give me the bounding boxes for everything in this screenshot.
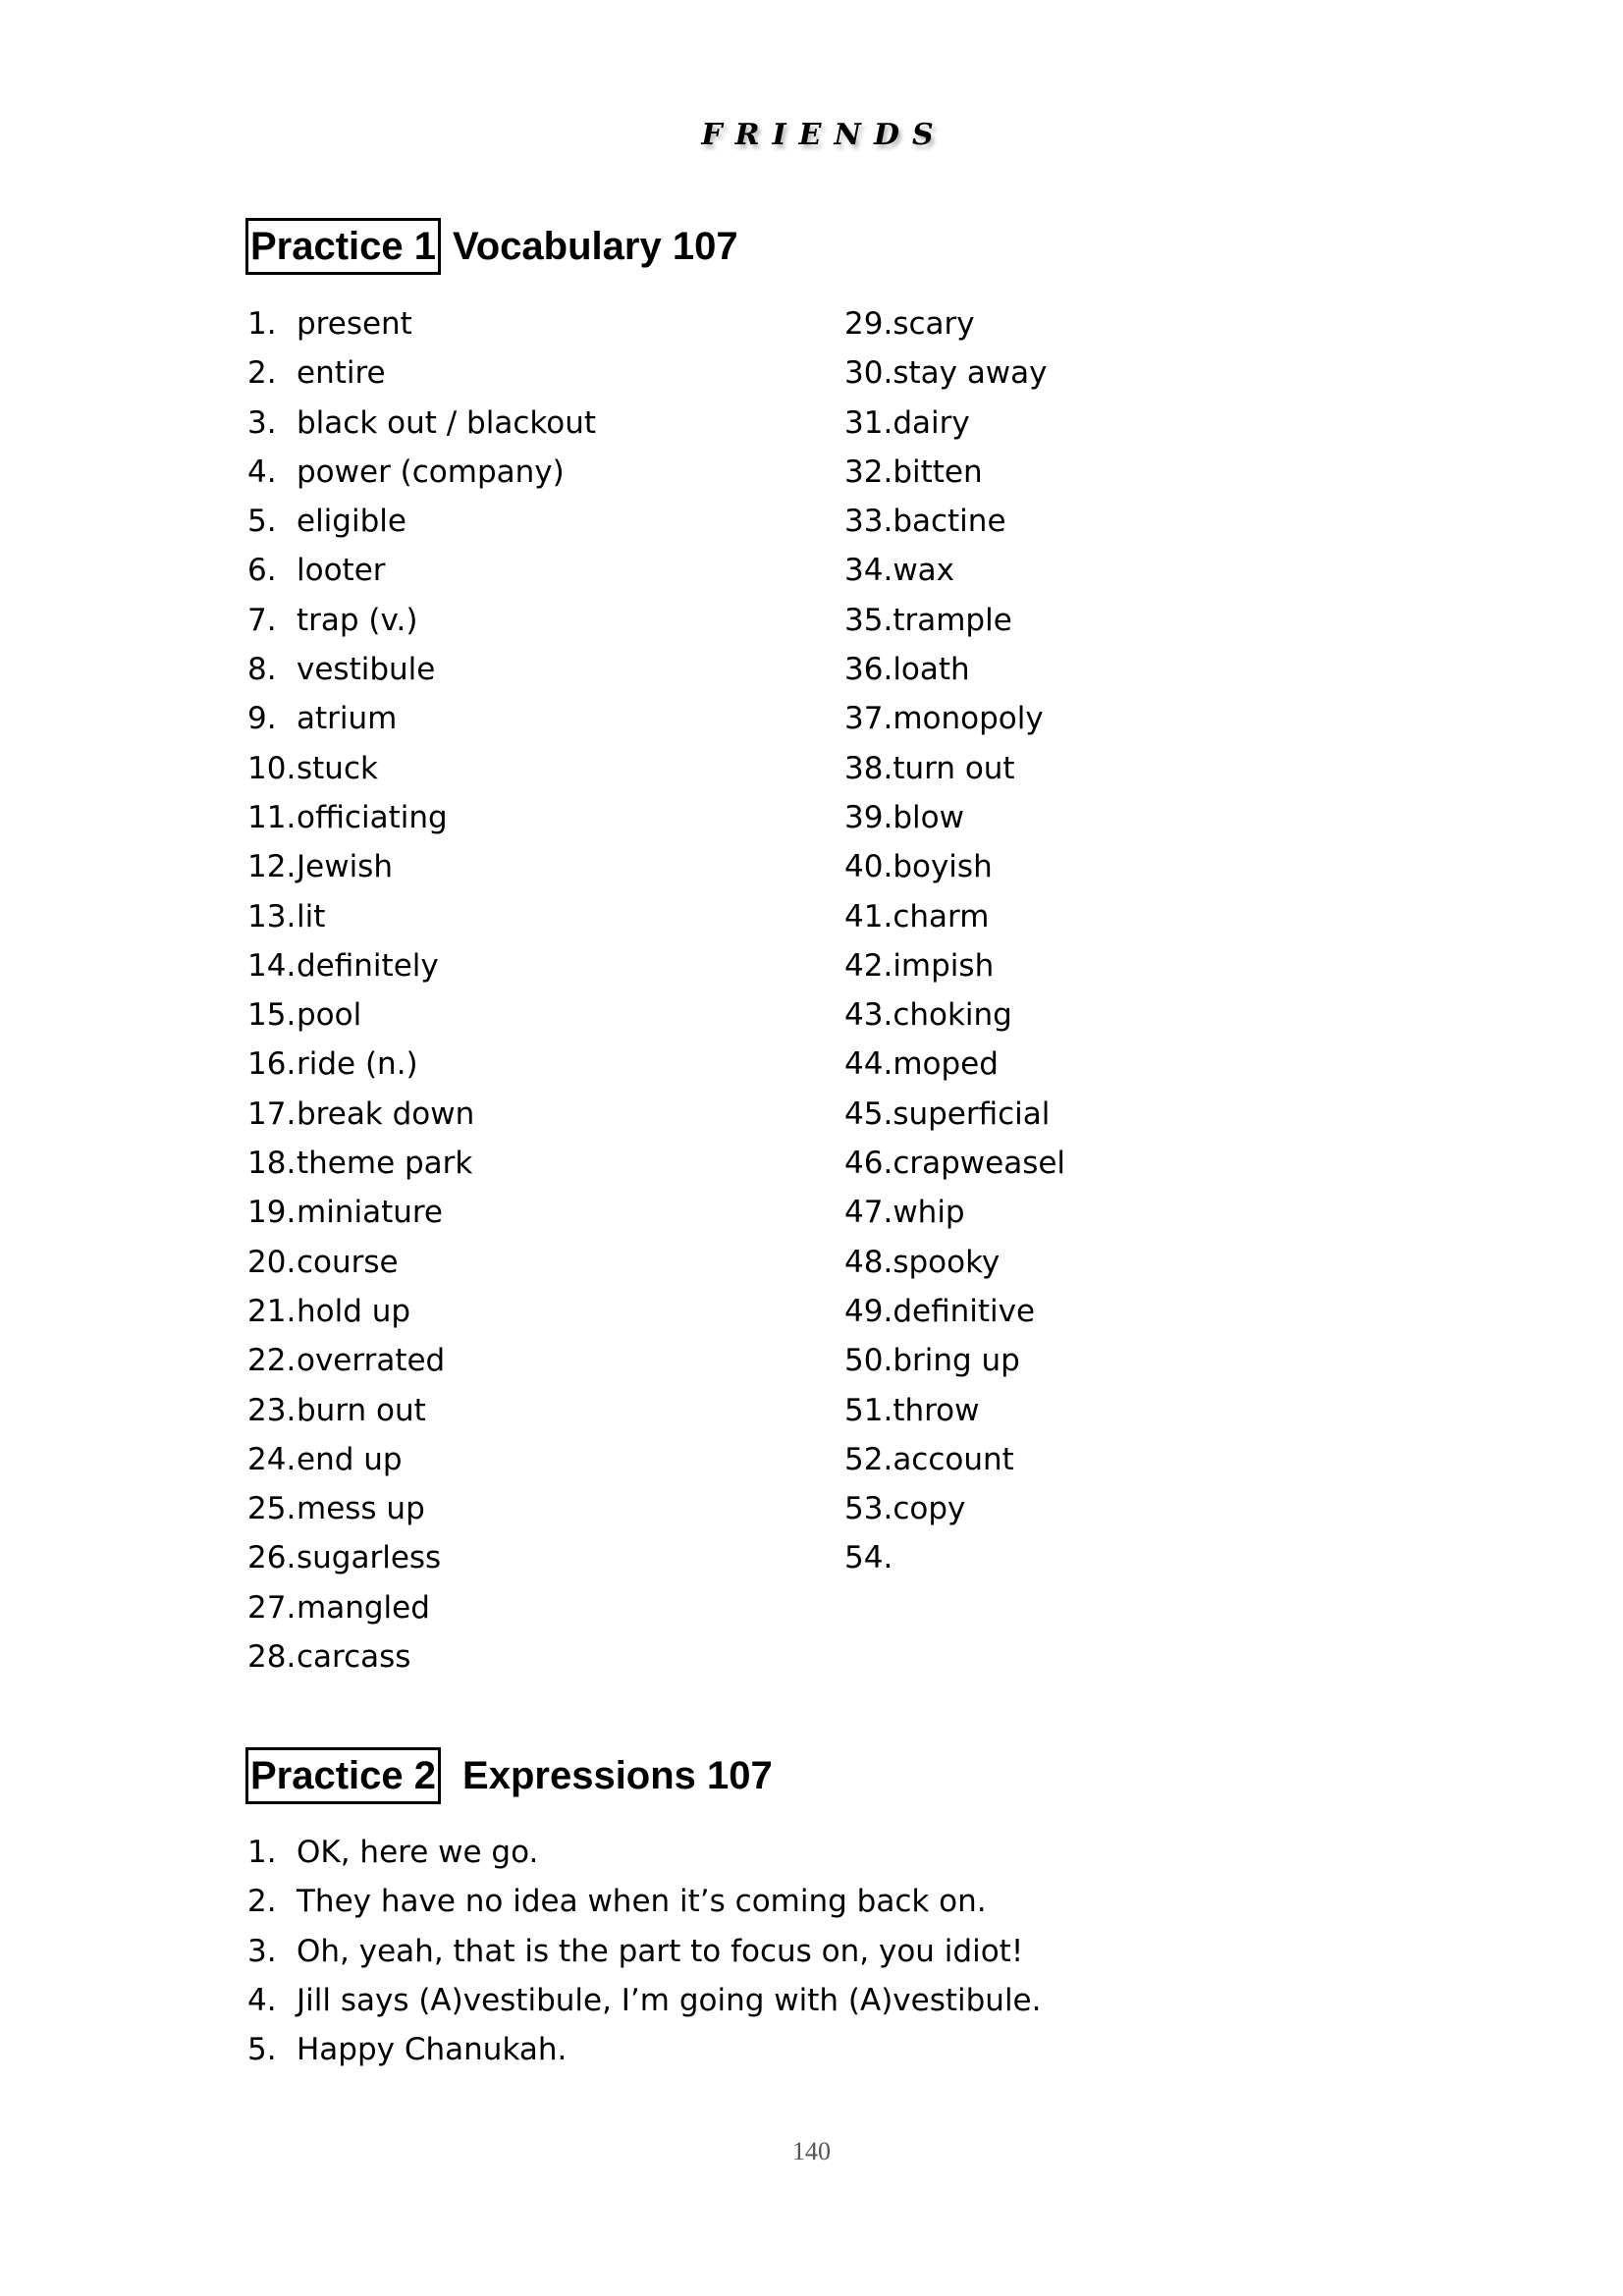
item-text: charm [893, 898, 990, 934]
list-item [844, 941, 1065, 990]
item-text: definitely [297, 947, 439, 984]
list-item [844, 694, 1065, 743]
item-text: end up [297, 1441, 403, 1477]
item-number: 3. [247, 404, 277, 441]
vocab-list-left [247, 299, 596, 1682]
item-text: course [297, 1244, 399, 1280]
list-item [844, 645, 1065, 694]
item-number: 24. [247, 1441, 297, 1477]
list-item [844, 1238, 1065, 1287]
list-item [247, 1632, 596, 1682]
list-item [844, 793, 1065, 842]
practice-1-heading [245, 218, 738, 275]
expressions-list [247, 1828, 1042, 2074]
list-item [247, 1386, 596, 1435]
item-text: atrium [297, 701, 398, 737]
item-number: 20. [247, 1244, 297, 1280]
list-item [247, 1533, 596, 1582]
list-item [844, 744, 1065, 793]
list-item [247, 744, 596, 793]
item-text: hold up [297, 1293, 411, 1329]
item-text: mangled [297, 1589, 430, 1626]
item-text: pool [297, 997, 362, 1034]
item-number: 6. [247, 553, 277, 589]
item-number: 46. [844, 1146, 893, 1182]
item-number: 38. [844, 750, 893, 786]
item-number: 30. [844, 355, 893, 392]
item-text: Jill says (A)vestibule, I’m going with (A)vestibule. [297, 1982, 1042, 2018]
item-text: choking [893, 997, 1012, 1034]
item-number: 35. [844, 602, 893, 638]
item-text: throw [893, 1392, 980, 1428]
list-item [247, 694, 596, 743]
logo-letter: S [911, 117, 935, 152]
list-item [247, 497, 596, 546]
list-item [247, 1484, 596, 1533]
list-item [247, 941, 596, 990]
item-number: 51. [844, 1392, 893, 1428]
list-item [247, 399, 596, 448]
item-number: 12. [247, 849, 297, 885]
item-number: 42. [844, 947, 893, 984]
item-number: 52. [844, 1441, 893, 1477]
item-number: 5. [247, 2032, 277, 2068]
item-number: 29. [844, 306, 893, 342]
logo-letter: I [772, 117, 787, 152]
item-number: 4. [247, 1982, 277, 2018]
item-text: bring up [893, 1343, 1020, 1379]
item-number: 25. [247, 1491, 297, 1527]
logo-letter: R [734, 117, 761, 152]
list-item [247, 1238, 596, 1287]
list-item [844, 497, 1065, 546]
item-number: 36. [844, 652, 893, 688]
item-number: 14. [247, 947, 297, 984]
item-number: 1. [247, 1835, 277, 1870]
item-number: 41. [844, 898, 893, 934]
item-number: 23. [247, 1392, 297, 1428]
friends-logo [701, 110, 935, 159]
item-text: lit [297, 898, 326, 934]
item-text: dairy [893, 404, 970, 441]
item-text: vestibule [297, 652, 436, 688]
item-text: eligible [297, 504, 406, 540]
item-number: 33. [844, 504, 893, 540]
list-item [844, 596, 1065, 645]
logo-letter: F [701, 117, 724, 152]
list-item [247, 1336, 596, 1385]
item-text: whip [893, 1195, 965, 1231]
item-text: stuck [297, 750, 378, 786]
item-number: 21. [247, 1293, 297, 1329]
item-number: 31. [844, 404, 893, 441]
list-item [844, 1336, 1065, 1385]
item-text: burn out [297, 1392, 426, 1428]
item-text: loath [893, 652, 970, 688]
list-item [247, 348, 596, 398]
item-text: scary [893, 306, 975, 342]
item-text: account [893, 1441, 1014, 1477]
list-item [844, 1484, 1065, 1533]
list-item [247, 1040, 596, 1089]
list-item [844, 1090, 1065, 1139]
item-text: theme park [297, 1146, 473, 1182]
item-number: 49. [844, 1293, 893, 1329]
item-number: 16. [247, 1046, 297, 1083]
practice-label: Practice 1 [245, 218, 441, 275]
item-number: 27. [247, 1589, 297, 1626]
practice-label: Practice 2 [245, 1747, 441, 1804]
item-number: 34. [844, 553, 893, 589]
item-text: monopoly [893, 701, 1044, 737]
list-item [844, 1435, 1065, 1484]
item-number: 47. [844, 1195, 893, 1231]
item-text: present [297, 306, 412, 342]
item-text: impish [893, 947, 995, 984]
list-item [844, 990, 1065, 1040]
logo-letter: N [834, 117, 862, 152]
item-number: 15. [247, 997, 297, 1034]
list-item [247, 1090, 596, 1139]
item-number: 2. [247, 355, 277, 392]
item-text: crapweasel [893, 1146, 1066, 1182]
list-item [844, 1386, 1065, 1435]
item-text: wax [893, 553, 955, 589]
item-text: They have no idea when it’s coming back on. [297, 1884, 987, 1920]
list-item [844, 546, 1065, 595]
item-text: Happy Chanukah. [297, 2032, 568, 2068]
item-text: ride (n.) [297, 1046, 418, 1083]
list-item [247, 596, 596, 645]
item-number: 5. [247, 504, 277, 540]
list-item [247, 892, 596, 941]
item-number: 50. [844, 1343, 893, 1379]
item-text: copy [893, 1491, 966, 1527]
list-item [844, 448, 1065, 497]
item-text: boyish [893, 849, 993, 885]
item-number: 32. [844, 454, 893, 490]
list-item [247, 299, 596, 348]
item-text: break down [297, 1095, 475, 1132]
list-item [247, 1139, 596, 1188]
list-item [247, 1976, 1042, 2025]
item-text: entire [297, 355, 386, 392]
vocab-list-right [844, 299, 1065, 1583]
item-text: OK, here we go. [297, 1835, 539, 1870]
item-text: Oh, yeah, that is the part to focus on, you idiot! [297, 1933, 1024, 1969]
practice-2-heading [245, 1747, 773, 1804]
item-text: carcass [297, 1639, 411, 1676]
item-text: turn out [893, 750, 1015, 786]
list-item [247, 1877, 1042, 1926]
item-number: 3. [247, 1933, 277, 1969]
item-text: power (company) [297, 454, 565, 490]
item-number: 22. [247, 1343, 297, 1379]
item-text: Jewish [297, 849, 393, 885]
item-number: 10. [247, 750, 297, 786]
page-number: 140 [792, 2137, 831, 2165]
item-number: 13. [247, 898, 297, 934]
list-item [844, 1139, 1065, 1188]
list-item [844, 1040, 1065, 1089]
list-item [247, 546, 596, 595]
item-text: mess up [297, 1491, 425, 1527]
item-text: overrated [297, 1343, 446, 1379]
item-text: superficial [893, 1095, 1051, 1132]
item-number: 40. [844, 849, 893, 885]
item-text: miniature [297, 1195, 444, 1231]
item-text: moped [893, 1046, 999, 1083]
list-item [247, 448, 596, 497]
list-item [247, 842, 596, 891]
item-number: 1. [247, 306, 277, 342]
item-number: 28. [247, 1639, 297, 1676]
item-text: bactine [893, 504, 1006, 540]
item-text: spooky [893, 1244, 1001, 1280]
logo-letter: D [873, 117, 900, 152]
item-text: blow [893, 799, 964, 835]
item-number: 8. [247, 652, 277, 688]
list-item [844, 348, 1065, 398]
list-item [247, 793, 596, 842]
item-number: 19. [247, 1195, 297, 1231]
item-number: 44. [844, 1046, 893, 1083]
item-text: sugarless [297, 1540, 442, 1576]
item-number: 2. [247, 1884, 277, 1920]
list-item [247, 2025, 1042, 2074]
list-item [844, 1287, 1065, 1336]
list-item [844, 299, 1065, 348]
list-item [247, 1188, 596, 1237]
item-text: stay away [893, 355, 1048, 392]
list-item [844, 842, 1065, 891]
item-number: 48. [844, 1244, 893, 1280]
item-number: 39. [844, 799, 893, 835]
item-number: 11. [247, 799, 297, 835]
list-item [247, 1927, 1042, 1976]
item-text: bitten [893, 454, 983, 490]
list-item [247, 1828, 1042, 1877]
item-number: 26. [247, 1540, 297, 1576]
item-text: trap (v.) [297, 602, 418, 638]
list-item [844, 399, 1065, 448]
list-item [247, 645, 596, 694]
list-item [247, 1435, 596, 1484]
logo-letter: E [798, 117, 823, 152]
list-item [247, 1287, 596, 1336]
item-number: 43. [844, 997, 893, 1034]
item-number: 18. [247, 1146, 297, 1182]
list-item [247, 1583, 596, 1632]
item-text: trample [893, 602, 1012, 638]
section-title: Vocabulary 107 [453, 224, 738, 268]
item-number: 17. [247, 1095, 297, 1132]
item-text: definitive [893, 1293, 1036, 1329]
item-number: 53. [844, 1491, 893, 1527]
item-number: 37. [844, 701, 893, 737]
item-number: 7. [247, 602, 277, 638]
item-text: officiating [297, 799, 448, 835]
list-item [844, 892, 1065, 941]
item-number: 54. [844, 1540, 893, 1576]
item-text: looter [297, 553, 386, 589]
item-text: black out / blackout [297, 404, 597, 441]
list-item [844, 1188, 1065, 1237]
section-title: Expressions 107 [462, 1753, 773, 1797]
item-number: 4. [247, 454, 277, 490]
item-number: 45. [844, 1095, 893, 1132]
list-item [844, 1533, 1065, 1582]
list-item [247, 990, 596, 1040]
item-number: 9. [247, 701, 277, 737]
